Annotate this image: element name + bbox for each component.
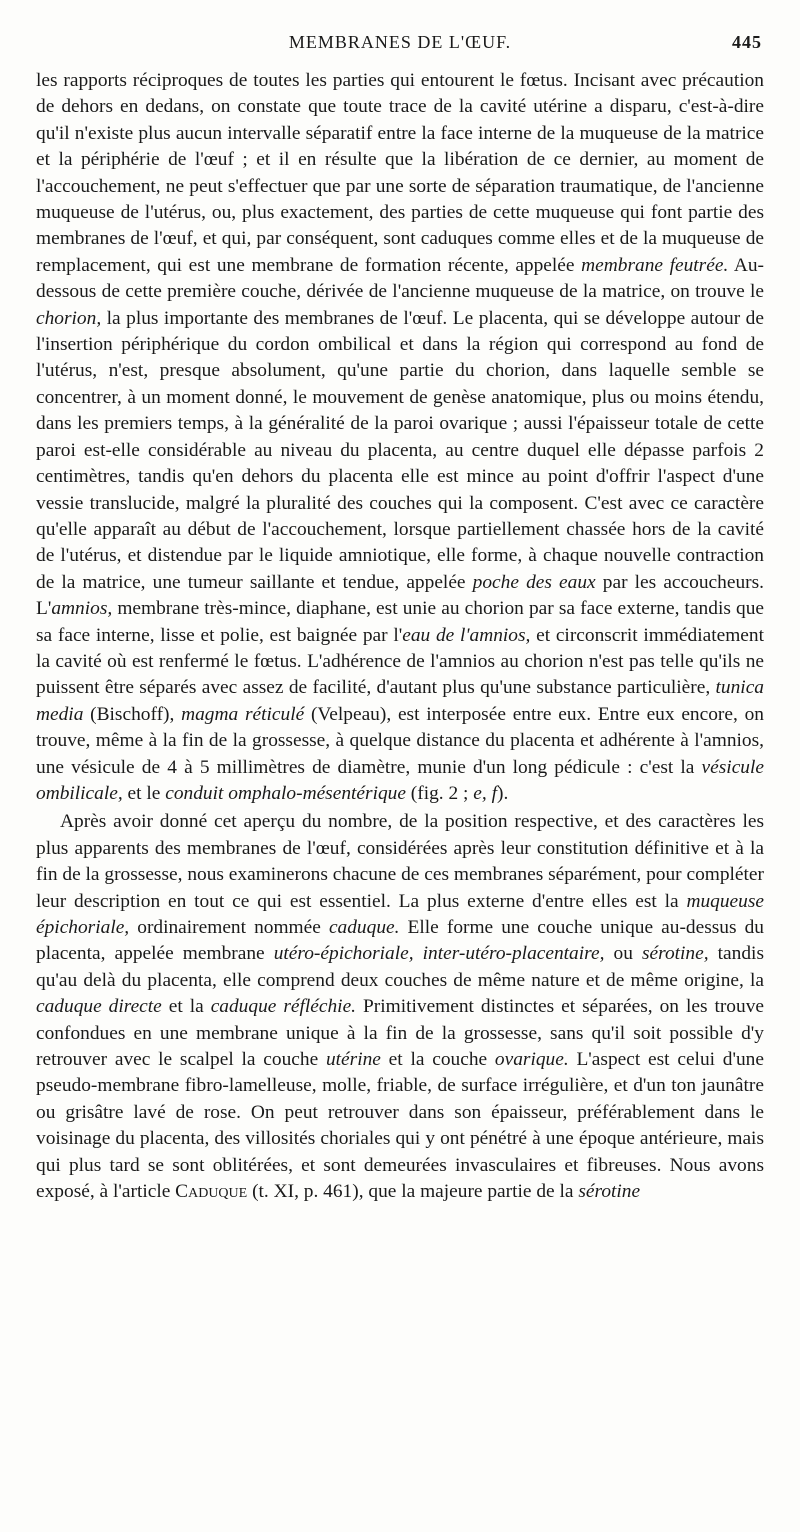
- italic-term: conduit omphalo-mésentérique: [165, 782, 406, 804]
- text-run: tandis qu'au delà du placenta, elle comprend deux couches de même nature et de même origine, la: [36, 943, 764, 991]
- italic-term: chorion,: [36, 307, 102, 329]
- paragraph: [36, 809, 764, 1205]
- italic-term: caduque directe: [36, 996, 162, 1018]
- italic-term: caduque.: [328, 917, 400, 938]
- body-text: [36, 68, 764, 1205]
- text-run: et la couche: [380, 1049, 495, 1071]
- text-run: L'aspect est celui d'une pseudo-membrane fibro-lamelleuse, molle, friable, de surface irrégulière, et d'un ton jaunâtre ou grisâtre lavé de rose. On peut retrouver dans son épaisseur, préférablement dans le voisinage du placenta, des villosités choriales qui y ont pénétré à une époque antérieure, mais qui plus tard se sont oblitérées, et sont demeurées invasculaires et fibreuses. Nous avons exposé, à l'article: [36, 1049, 764, 1203]
- page-header: [36, 32, 764, 62]
- italic-term: utérine: [325, 1049, 381, 1071]
- italic-term: ovarique.: [494, 1049, 569, 1071]
- text-run: (Velpeau), est interposée entre eux. Entre eux encore, on trouve, même à la fin de la grossesse, à quelque distance du placenta et adhérente à l'amnios, une vésicule de 4 à 5 millimètres de diamètre, munie d'un long pédicule : c'est la: [36, 703, 764, 778]
- italic-term: amnios,: [51, 598, 113, 620]
- text-run: ).: [496, 782, 509, 804]
- text-run: membrane très-mince, diaphane, est unie au chorion par sa face externe, tandis que sa face interne, lisse et polie, est baignée par l': [36, 598, 764, 646]
- running-title: MEMBRANES DE L'ŒUF.: [288, 32, 512, 52]
- text-run: Elle forme une couche unique au-dessus du placenta, appelée membrane: [36, 917, 765, 965]
- text-run: (fig. 2 ;: [405, 782, 474, 804]
- paragraph: [36, 68, 764, 807]
- text-run: ou: [604, 943, 642, 965]
- text-run: (Bischoff),: [83, 703, 182, 725]
- italic-term: caduque réfléchie.: [210, 996, 357, 1018]
- italic-term: membrane feutrée.: [581, 254, 729, 276]
- text-run: par les accoucheurs. L': [36, 571, 764, 620]
- text-run: (t. XI, p. 461), que la majeure partie de la: [247, 1181, 579, 1203]
- text-run: et la: [161, 996, 211, 1018]
- italic-term: utéro-épichoriale, inter-utéro-placentaire,: [273, 943, 605, 965]
- text-run: la plus importante des membranes de l'œuf. Le placenta, qui se développe autour de l'insertion périphérique du cordon ombilical et dans la région qui correspond au fond de l'utérus, n'est, presque absolument, qu'une partie du chorion, dans laquelle semble se concentrer, à un moment donné, le mouvement de genèse anatomique, plus ou moins étendu, dans les premiers temps, à la généralité de la paroi ovarique ; aussi l'épaisseur totale de cette paroi est-elle considérable au niveau du placenta, au centre duquel elle dépasse parfois 2 centimètres, tandis qu'en dehors du placenta elle est mince au point d'offrir l'aspect d'une vessie translucide, malgré la pluralité des couches qui la composent. C'est avec ce caractère qu'elle apparaît au début de l'accouchement, lorsque partiellement chassée hors de la cavité de l'utérus, et distendue par le liquide amniotique, elle forme, à chaque nouvelle contraction de la matrice, une tumeur saillante et tendue, appelée: [36, 307, 764, 593]
- italic-term: sérotine: [578, 1181, 641, 1203]
- text-run: et le: [122, 782, 166, 804]
- text-run: Primitivement distinctes et séparées, on les trouve confondues en une membrane unique à la fin de la grossesse, sans qu'il soit possible d'y retrouver avec le scalpel la couche: [36, 996, 765, 1071]
- italic-term: e, f: [473, 782, 497, 804]
- italic-term: eau de l'amnios,: [402, 624, 531, 646]
- text-run: et circonscrit immédiatement la cavité où est renfermé le fœtus. L'adhérence de l'amnios au chorion n'est pas telle qu'ils ne puissent être séparés avec assez de facilité, d'autant plus qu'une substance particulière,: [36, 624, 764, 699]
- page-number: 445: [732, 32, 762, 52]
- italic-term: poche des eaux: [472, 571, 596, 593]
- text-run: Après avoir donné cet aperçu du nombre, de la position respective, et des caractères les plus apparents des membranes de l'œuf, considérées après leur constitution définitive et à la fin de la grossesse, nous examinerons chacune de ces membranes séparément, pour compléter leur description en tout ce qui est essentiel. La plus externe d'entre elles est la: [36, 811, 764, 912]
- text-run: les rapports réciproques de toutes les parties qui entourent le fœtus. Incisant avec précaution de dehors en dedans, on constate que toute trace de la cavité utérine a disparu, c'est-à-dire qu'il n'existe plus aucun intervalle séparatif entre la face interne de la muqueuse de la matrice et la périphérie de l'œuf ; et il en résulte que la libération de ce dernier, au moment de l'accouchement, ne peut s'effectuer que par une sorte de séparation traumatique, de l'ancienne muqueuse de l'utérus, ou, plus exactement, des parties de cette muqueuse qui font partie des membranes de l'œuf, et qui, par conséquent, sont caduques comme elles et de la muqueuse de remplacement, qui est une membrane de formation récente, appelée: [36, 70, 764, 276]
- italic-term: sérotine,: [641, 943, 709, 965]
- italic-term: muqueuse épichoriale,: [36, 890, 764, 938]
- italic-term: tunica media: [36, 677, 764, 725]
- small-caps-reference: Caduque: [175, 1181, 248, 1203]
- text-run: ordinairement nommée: [129, 917, 329, 938]
- italic-term: vésicule ombilicale,: [36, 756, 764, 804]
- text-run: Au-dessous de cette première couche, dérivée de l'ancienne muqueuse de la matrice, on trouve le: [36, 254, 764, 303]
- italic-term: magma réticulé: [181, 703, 305, 725]
